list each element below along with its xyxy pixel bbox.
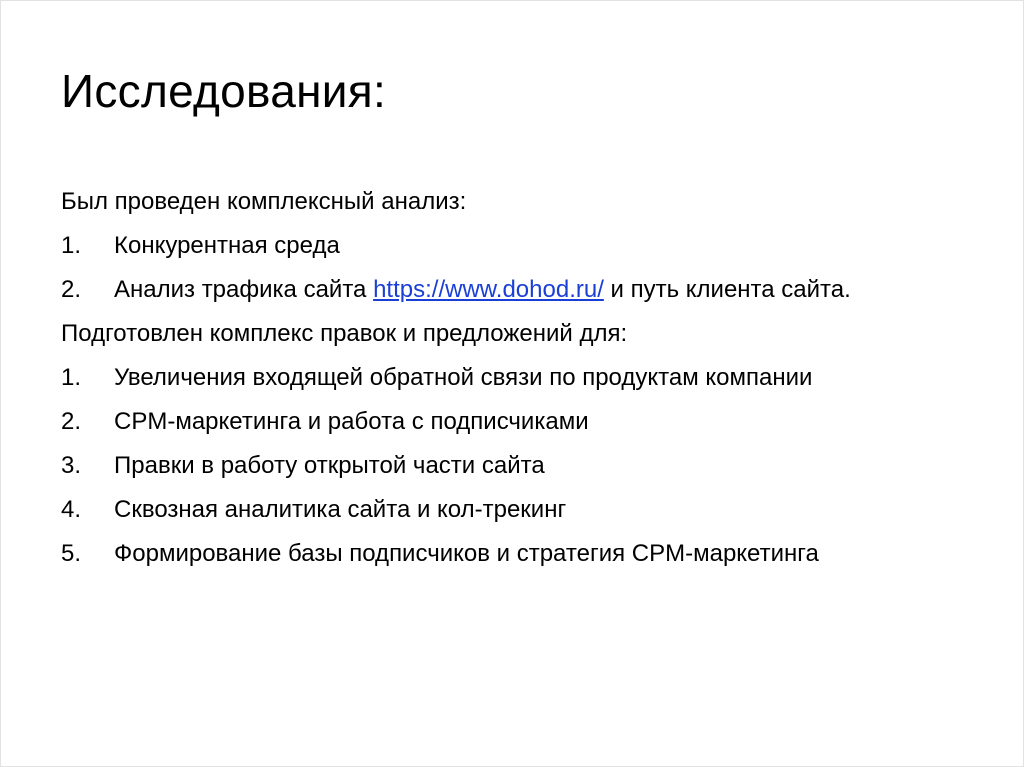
list-item-text-before-link: Анализ трафика сайта xyxy=(114,276,374,303)
list-item xyxy=(61,230,971,262)
list-number: 3. xyxy=(61,452,82,479)
list-item-text: Конкурентная среда xyxy=(114,232,340,259)
proposals-list xyxy=(61,362,971,570)
list-number: 2. xyxy=(61,408,82,435)
list-item-text: Сквозная аналитика сайта и кол-трекинг xyxy=(114,496,567,523)
list-item xyxy=(61,450,971,482)
analysis-intro: Был проведен комплексный анализ: xyxy=(61,188,467,215)
list-item-text-after-link: и путь клиента сайта. xyxy=(603,276,851,303)
dohod-site-link[interactable]: https://www.dohod.ru/ xyxy=(373,276,604,303)
list-number: 5. xyxy=(61,540,82,567)
list-item xyxy=(61,538,971,570)
list-item-text: Правки в работу открытой части сайта xyxy=(114,452,545,479)
proposals-intro: Подготовлен комплекс правок и предложений для: xyxy=(61,320,628,347)
list-item-text: Формирование базы подписчиков и стратегия CPM-маркетинга xyxy=(114,540,819,567)
list-number: 1. xyxy=(61,232,82,259)
list-item xyxy=(61,406,971,438)
list-item-text: Увеличения входящей обратной связи по продуктам компании xyxy=(114,364,813,391)
slide-body xyxy=(61,186,971,582)
list-item xyxy=(61,494,971,526)
list-number: 2. xyxy=(61,276,82,303)
list-number: 4. xyxy=(61,496,82,523)
list-item xyxy=(61,274,971,306)
list-item-text: CPM-маркетинга и работа с подписчиками xyxy=(114,408,589,435)
analysis-list xyxy=(61,230,971,306)
slide-title: Исследования: xyxy=(61,65,387,117)
list-item xyxy=(61,362,971,394)
list-number: 1. xyxy=(61,364,82,391)
